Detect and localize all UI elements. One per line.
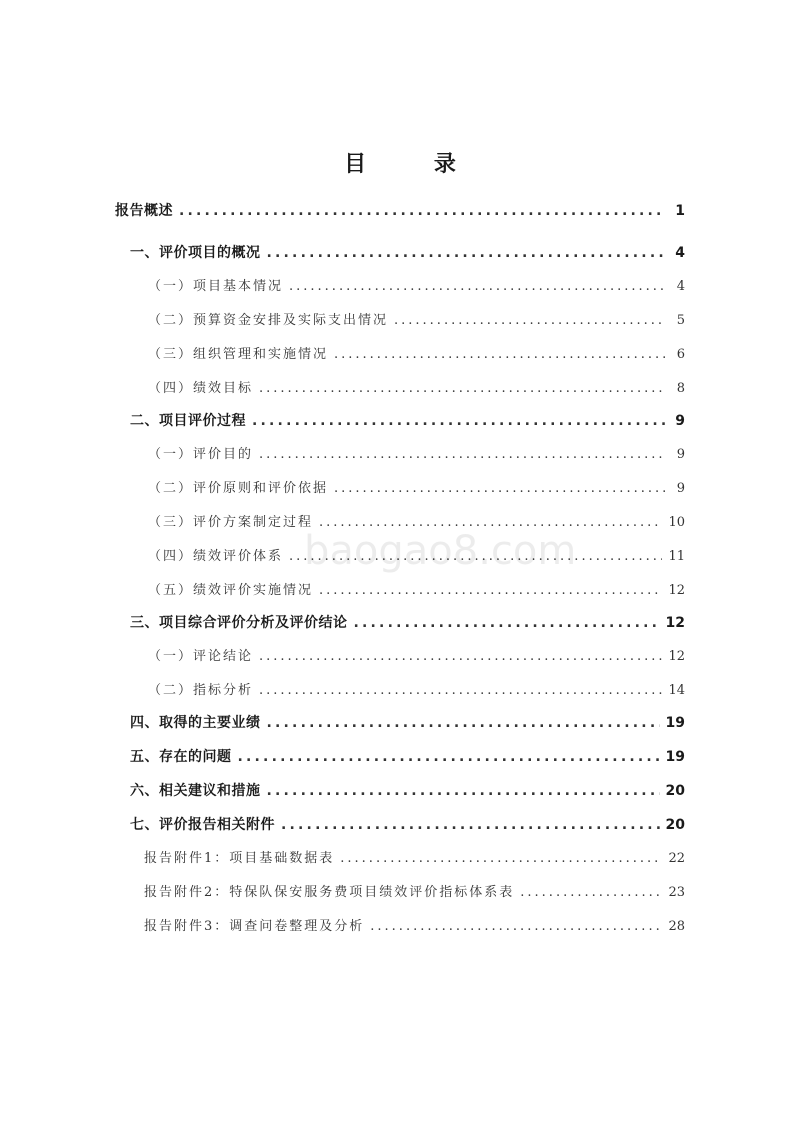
toc-entry-page: 12 <box>665 615 685 631</box>
watermark: baogao8.com <box>304 528 577 574</box>
toc-leader-dots <box>334 476 665 502</box>
toc-entry[interactable] <box>115 198 685 224</box>
toc-entry[interactable] <box>148 544 685 570</box>
toc-entry-page: 23 <box>668 885 685 900</box>
toc-entry[interactable] <box>148 342 685 368</box>
toc-entry-label: 报告附件3：调查问卷整理及分析 <box>144 919 365 934</box>
toc-leader-dots <box>520 880 662 906</box>
toc-leader-dots <box>252 408 665 434</box>
toc-leader-dots <box>340 846 662 872</box>
toc-entry-page: 20 <box>665 817 685 833</box>
toc-leader-dots <box>267 778 660 804</box>
toc-entry[interactable] <box>130 240 685 266</box>
toc-entry-label: （一）项目基本情况 <box>148 279 284 294</box>
toc-entry-page: 9 <box>676 481 685 496</box>
toc-entry-label: 一、评价项目的概况 <box>130 245 261 261</box>
toc-leader-dots <box>289 274 665 300</box>
toc-entry-label: 六、相关建议和措施 <box>130 783 261 799</box>
toc-entry[interactable] <box>148 578 685 604</box>
toc-leader-dots <box>354 610 660 636</box>
toc-entry-label: （三）评价方案制定过程 <box>148 515 314 530</box>
toc-entry[interactable] <box>144 914 685 940</box>
toc-entry-page: 19 <box>665 715 685 731</box>
toc-entry-label: （二）预算资金安排及实际支出情况 <box>148 313 389 328</box>
toc-entry[interactable] <box>148 308 685 334</box>
toc-leader-dots <box>334 342 665 368</box>
toc-leader-dots <box>238 744 660 770</box>
toc-entry[interactable] <box>130 744 685 770</box>
toc-entry-label: 报告附件1：项目基础数据表 <box>144 851 335 866</box>
toc-entry-label: （二）评价原则和评价依据 <box>148 481 329 496</box>
toc-entry-page: 9 <box>676 447 685 462</box>
toc-entry-label: 二、项目评价过程 <box>130 413 246 429</box>
toc-entry-label: （一）评价目的 <box>148 447 254 462</box>
toc-entry-page: 12 <box>668 649 685 664</box>
toc-entry-label: （一）评论结论 <box>148 649 254 664</box>
toc-entry[interactable] <box>130 778 685 804</box>
toc-entry-page: 11 <box>668 549 685 564</box>
toc-entry-page: 6 <box>676 347 685 362</box>
toc-entry-page: 9 <box>675 413 685 429</box>
toc-entry-page: 5 <box>676 313 685 328</box>
page-title: 目 录 <box>344 152 486 177</box>
toc-entry[interactable] <box>130 610 685 636</box>
toc-leader-dots <box>319 510 662 536</box>
toc-leader-dots <box>259 678 662 704</box>
toc-entry[interactable] <box>148 376 685 402</box>
toc-entry-page: 8 <box>676 381 685 396</box>
toc-entry-page: 10 <box>668 515 685 530</box>
toc-entry-page: 4 <box>675 245 685 261</box>
toc-entry-page: 14 <box>668 683 685 698</box>
toc-leader-dots <box>289 544 662 570</box>
toc-entry-page: 1 <box>675 203 685 219</box>
toc-entry[interactable] <box>148 678 685 704</box>
toc-entry[interactable] <box>148 510 685 536</box>
toc-entry[interactable] <box>144 846 685 872</box>
toc-entry[interactable] <box>148 476 685 502</box>
toc-entry-page: 19 <box>665 749 685 765</box>
toc-entry-label: （二）指标分析 <box>148 683 254 698</box>
toc-entry-label: （五）绩效评价实施情况 <box>148 583 314 598</box>
toc-leader-dots <box>259 644 662 670</box>
toc-entry-label: 四、取得的主要业绩 <box>130 715 261 731</box>
toc-entry-label: 七、评价报告相关附件 <box>130 817 275 833</box>
toc-entry-page: 28 <box>668 919 685 934</box>
toc-entry[interactable] <box>148 644 685 670</box>
toc-entry-label: 五、存在的问题 <box>130 749 232 765</box>
toc-entry[interactable] <box>148 442 685 468</box>
toc-entry[interactable] <box>148 274 685 300</box>
toc-leader-dots <box>259 442 665 468</box>
toc-leader-dots <box>259 376 665 402</box>
toc-entry-page: 20 <box>665 783 685 799</box>
toc-entry-label: （四）绩效目标 <box>148 381 254 396</box>
toc-entry[interactable] <box>144 880 685 906</box>
toc-entry-label: 报告概述 <box>115 203 173 219</box>
toc-entry[interactable] <box>130 408 685 434</box>
toc-leader-dots <box>319 578 662 604</box>
toc-entry-label: 三、项目综合评价分析及评价结论 <box>130 615 348 631</box>
toc-leader-dots <box>267 710 660 736</box>
toc-entry-label: （三）组织管理和实施情况 <box>148 347 329 362</box>
toc-entry-page: 4 <box>676 279 685 294</box>
toc-leader-dots <box>281 812 660 838</box>
toc-entry-label: 报告附件2：特保队保安服务费项目绩效评价指标体系表 <box>144 885 515 900</box>
toc-entry-page: 12 <box>668 583 685 598</box>
toc-leader-dots <box>267 240 666 266</box>
toc-entry-page: 22 <box>668 851 685 866</box>
toc-entry[interactable] <box>130 812 685 838</box>
toc-leader-dots <box>394 308 665 334</box>
toc-entry[interactable] <box>130 710 685 736</box>
toc-leader-dots <box>370 914 662 940</box>
toc-entry-label: （四）绩效评价体系 <box>148 549 284 564</box>
toc-leader-dots <box>179 198 665 224</box>
